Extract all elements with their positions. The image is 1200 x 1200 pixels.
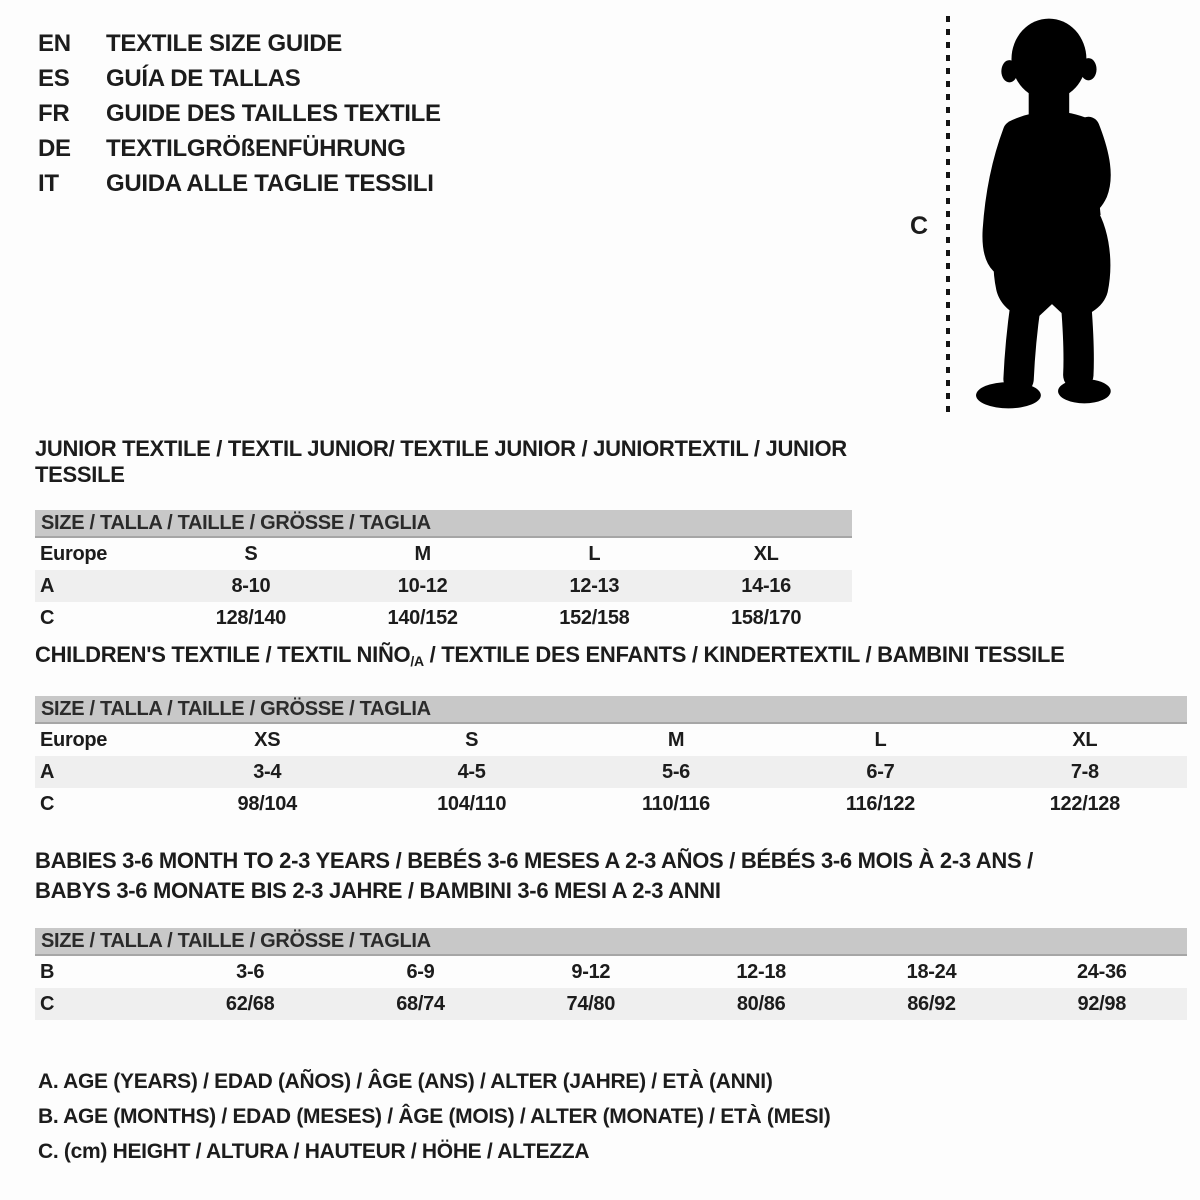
legend-line-b: B. AGE (MONTHS) / EDAD (MESES) / ÂGE (MOIS) / ALTER (MONATE) / ETÀ (MESI) [38, 1105, 831, 1128]
legend-line-a: A. AGE (YEARS) / EDAD (AÑOS) / ÂGE (ANS) / ALTER (JAHRE) / ETÀ (ANNI) [38, 1070, 773, 1093]
table-cell: 116/122 [845, 792, 915, 815]
table-cell: 110/116 [642, 792, 711, 815]
row-label: A [40, 574, 55, 597]
table-cell: 9-12 [571, 960, 611, 983]
table-row [35, 756, 1187, 788]
table-cell: L [588, 542, 601, 565]
table-cell: 80/86 [736, 992, 786, 1015]
table-cell: 6-9 [406, 960, 435, 983]
section-junior-textile [35, 436, 852, 634]
lang-title: GUÍA DE TALLAS [106, 65, 301, 92]
table-cell: 98/104 [237, 792, 297, 815]
table-cell: 10-12 [397, 574, 448, 597]
row-label: Europe [40, 542, 108, 565]
table-cell: 3-4 [253, 760, 282, 783]
row-label: B [40, 960, 55, 983]
table-cell: M [414, 542, 431, 565]
table-cell: 74/80 [566, 992, 616, 1015]
size-header-bar: SIZE / TALLA / TAILLE / GRÖSSE / TAGLIA [35, 696, 1187, 724]
table-cell: 7-8 [1070, 760, 1099, 783]
table-cell: 5-6 [662, 760, 691, 783]
language-list [38, 26, 441, 201]
section-heading-line1: BABIES 3-6 MONTH TO 2-3 YEARS / BEBÉS 3-6 MESES A 2-3 AÑOS / BÉBÉS 3-6 MOIS À 2-3 ANS / [35, 848, 1033, 873]
lang-code: IT [38, 170, 59, 197]
table-cell: XS [254, 728, 281, 751]
section-heading [35, 642, 1187, 674]
table-row [35, 988, 1187, 1020]
lang-row-en [38, 26, 441, 61]
table-cell: 8-10 [231, 574, 271, 597]
table-cell: S [465, 728, 479, 751]
lang-code: DE [38, 135, 71, 162]
table-cell: 140/152 [387, 606, 458, 629]
table-cell: 12-13 [569, 574, 620, 597]
table-cell: 152/158 [559, 606, 630, 629]
heading-subscript: /A [410, 653, 424, 669]
row-label: C [40, 992, 55, 1015]
table-cell: XL [1072, 728, 1098, 751]
table-cell: 158/170 [731, 606, 802, 629]
table-cell: M [667, 728, 685, 751]
section-babies-textile [35, 846, 1187, 1020]
table-cell: 12-18 [736, 960, 786, 983]
table-cell: 68/74 [396, 992, 445, 1015]
lang-title: TEXTILE SIZE GUIDE [106, 30, 342, 57]
table-cell: 104/110 [437, 792, 507, 815]
table-cell: 18-24 [906, 960, 957, 983]
legend [38, 1064, 830, 1169]
size-header-bar: SIZE / TALLA / TAILLE / GRÖSSE / TAGLIA [35, 510, 852, 538]
row-label: C [40, 606, 55, 629]
lang-title: GUIDA ALLE TAGLIE TESSILI [106, 170, 434, 197]
table-cell: S [244, 542, 258, 565]
legend-line-c: C. (cm) HEIGHT / ALTURA / HAUTEUR / HÖHE / ALTEZZA [38, 1140, 590, 1163]
heading-text: / TEXTILE DES ENFANTS / KINDERTEXTIL / BAMBINI TESSILE [423, 642, 1065, 667]
lang-code: FR [38, 100, 70, 127]
section-childrens-textile [35, 642, 1187, 820]
lang-row-it [38, 166, 441, 201]
lang-row-fr [38, 96, 441, 131]
table-cell: 6-7 [866, 760, 895, 783]
table-row [35, 538, 852, 570]
table-cell: L [874, 728, 887, 751]
table-cell: 86/92 [907, 992, 956, 1015]
table-cell: 92/98 [1077, 992, 1127, 1015]
table-row [35, 956, 1187, 988]
table-row [35, 602, 852, 634]
table-row [35, 788, 1187, 820]
section-heading: JUNIOR TEXTILE / TEXTIL JUNIOR/ TEXTILE JUNIOR / JUNIORTEXTIL / JUNIOR TESSILE [35, 436, 847, 487]
lang-row-es [38, 61, 441, 96]
toddler-silhouette-icon [972, 12, 1134, 418]
table-cell: 122/128 [1049, 792, 1120, 815]
height-measure-line [946, 16, 950, 416]
table-cell: 128/140 [215, 606, 286, 629]
table-row [35, 724, 1187, 756]
height-measure-label: C [910, 212, 929, 240]
table-cell: 3-6 [236, 960, 265, 983]
heading-text: CHILDREN'S TEXTILE / TEXTIL NIÑO [35, 642, 411, 667]
row-label: A [40, 760, 55, 783]
table-cell: 14-16 [741, 574, 791, 597]
section-heading-line2: BABYS 3-6 MONATE BIS 2-3 JAHRE / BAMBINI 3-6 MESI A 2-3 ANNI [35, 878, 721, 903]
size-header-bar: SIZE / TALLA / TAILLE / GRÖSSE / TAGLIA [35, 928, 1187, 956]
lang-code: EN [38, 30, 71, 57]
table-cell: 4-5 [457, 760, 486, 783]
table-cell: XL [753, 542, 779, 565]
lang-title: GUIDE DES TAILLES TEXTILE [106, 100, 441, 127]
lang-row-de [38, 131, 441, 166]
row-label: C [40, 792, 55, 815]
table-row [35, 570, 852, 602]
row-label: Europe [40, 728, 108, 751]
table-cell: 24-36 [1076, 960, 1127, 983]
table-cell: 62/68 [225, 992, 275, 1015]
lang-code: ES [38, 65, 70, 92]
lang-title: TEXTILGRÖßENFÜHRUNG [106, 135, 406, 162]
